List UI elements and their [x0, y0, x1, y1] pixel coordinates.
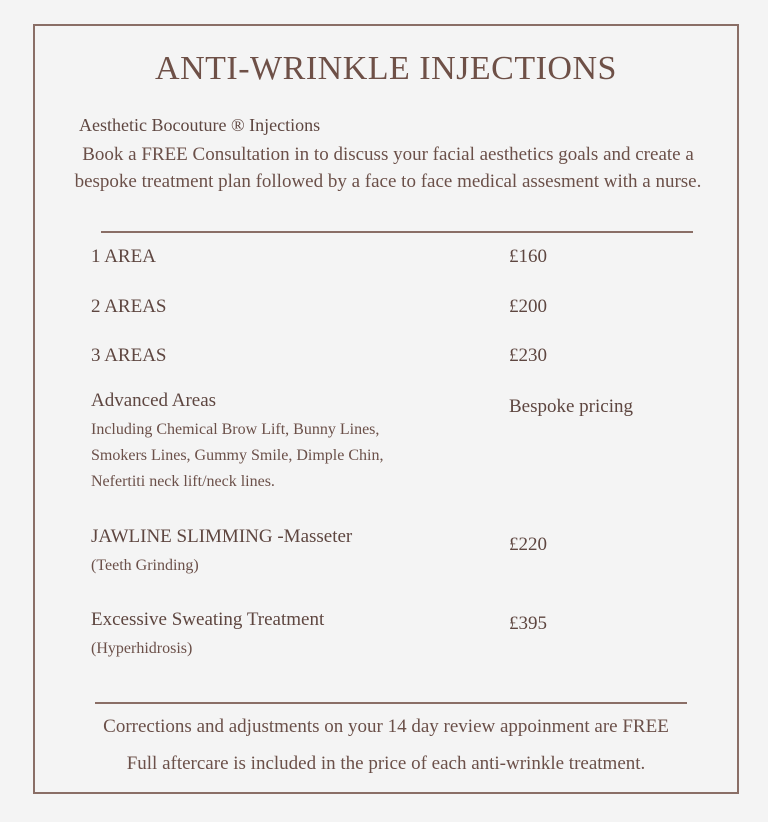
price-row-name: 3 AREAS — [91, 345, 167, 366]
price-row-name: 2 AREAS — [91, 296, 167, 317]
price-row-price: £200 — [509, 296, 547, 317]
bottom-divider — [95, 702, 687, 704]
price-row-price: Bespoke pricing — [509, 396, 634, 417]
footer-line-2: Full aftercare is included in the price of each anti-wrinkle treatment. — [126, 753, 646, 774]
price-row-description: Including Chemical Brow Lift, Bunny Lines, — [91, 421, 380, 438]
price-row-name: Advanced Areas — [91, 390, 217, 411]
price-row-description: (Teeth Grinding) — [91, 557, 199, 574]
price-row-price: £160 — [509, 246, 547, 267]
price-row-price: £220 — [509, 534, 547, 555]
price-row-name: Excessive Sweating Treatment — [91, 609, 325, 630]
price-row-name: 1 AREA — [91, 246, 156, 267]
price-card — [33, 24, 739, 794]
price-row-description: Nefertiti neck lift/neck lines. — [91, 473, 275, 490]
price-row-name: JAWLINE SLIMMING -Masseter — [91, 526, 353, 547]
intro-text: Book a FREE Consultation in to discuss your facial aesthetics goals and create a bespoke treatment plan followed by a face to face medical assesment with a nurse. — [74, 144, 702, 192]
top-divider — [101, 231, 693, 233]
price-row-price: £395 — [509, 613, 547, 634]
price-row-price: £230 — [509, 345, 547, 366]
price-row-description: (Hyperhidrosis) — [91, 640, 193, 657]
footer-line-1: Corrections and adjustments on your 14 day review appoinment are FREE — [103, 716, 669, 737]
page-title: ANTI-WRINKLE INJECTIONS — [155, 50, 617, 87]
price-row-description: Smokers Lines, Gummy Smile, Dimple Chin, — [91, 447, 384, 464]
subtitle: Aesthetic Bocouture ® Injections — [79, 115, 321, 135]
